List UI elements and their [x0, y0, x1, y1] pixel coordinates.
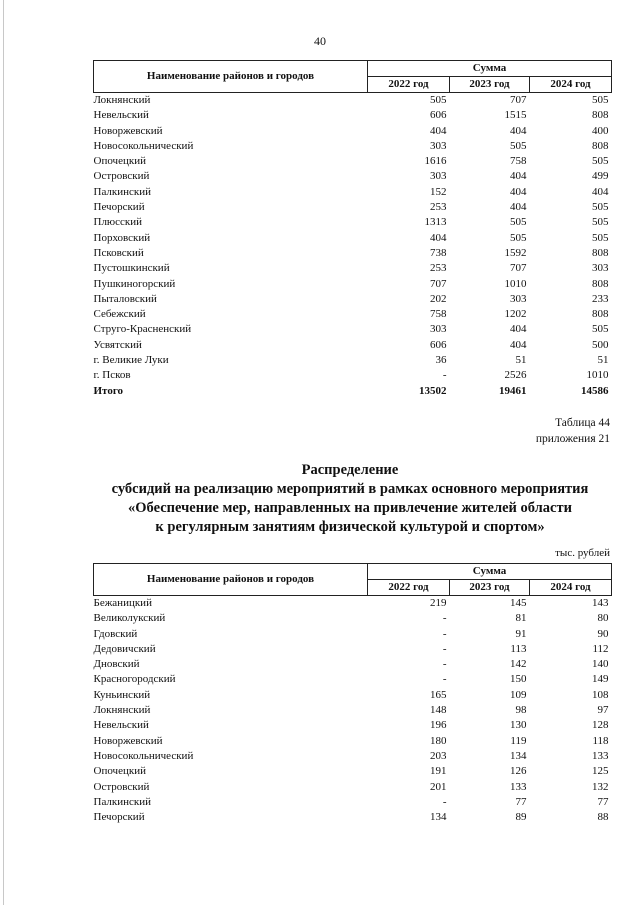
district-name-cell: Великолукский: [93, 612, 166, 625]
table-row: [94, 764, 612, 779]
page-edge-line: [3, 0, 4, 905]
amount-cell: 303: [592, 262, 609, 275]
district-name-cell: Островский: [93, 170, 150, 183]
total-amount-cell: 13502: [419, 384, 447, 397]
district-name-cell: Палкинский: [93, 185, 152, 198]
amount-cell: -: [442, 612, 447, 625]
amount-cell: 165: [430, 688, 447, 701]
table-row: [94, 611, 612, 626]
table-row: [94, 93, 612, 109]
amount-cell: 196: [430, 719, 447, 732]
table-row: [94, 795, 612, 810]
page-number: 40: [314, 34, 326, 48]
table-row: [94, 215, 612, 230]
table-row: [94, 139, 612, 154]
district-name-cell: Бежаницкий: [93, 597, 152, 609]
table-row: [94, 277, 612, 292]
district-name-cell: Красногородский: [93, 673, 176, 686]
amount-cell: -: [442, 642, 447, 655]
amount-cell: 505: [592, 201, 609, 214]
amount-cell: -: [442, 627, 447, 640]
table-row: [94, 734, 612, 749]
amount-cell: 404: [430, 231, 447, 244]
district-name-cell: Новоржевский: [93, 124, 163, 137]
table-row: [94, 261, 612, 276]
amount-cell: 1515: [504, 109, 527, 122]
amount-cell: 404: [430, 124, 447, 137]
total-amount-cell: 19461: [499, 384, 527, 397]
table-row: [94, 596, 612, 612]
amount-cell: 140: [592, 658, 609, 671]
district-name-cell: Локнянский: [93, 94, 151, 106]
amount-cell: -: [442, 369, 447, 382]
amount-cell: 88: [597, 811, 609, 824]
amount-cell: 505: [510, 139, 527, 152]
district-name-cell: г. Псков: [93, 369, 131, 382]
amount-cell: 201: [430, 780, 447, 793]
amount-cell: 77: [597, 795, 609, 808]
table-row: [94, 231, 612, 246]
table-row: [94, 185, 612, 200]
district-name-cell: Локнянский: [93, 704, 151, 717]
amount-cell: 1616: [424, 155, 447, 168]
table-row: [94, 657, 612, 672]
district-name-cell: Палкинский: [93, 795, 152, 808]
amount-cell: 51: [597, 354, 609, 367]
amount-cell: 133: [510, 780, 527, 793]
amount-cell: 707: [510, 262, 527, 275]
district-name-cell: Пушкиногорский: [93, 277, 176, 290]
amount-cell: 404: [592, 185, 609, 198]
district-name-cell: Куньинский: [93, 688, 151, 701]
table-row: [94, 353, 612, 368]
amount-cell: 707: [430, 277, 447, 290]
district-name-cell: Псковский: [93, 246, 144, 259]
amount-cell: 505: [592, 323, 609, 336]
section-title-line2: субсидий на реализацию мероприятий в рамках основного мероприятия: [111, 481, 589, 497]
district-name-cell: Усвятский: [93, 338, 142, 351]
amount-cell: 1592: [504, 246, 527, 259]
amount-cell: 505: [592, 231, 609, 244]
district-name-cell: Островский: [93, 780, 150, 793]
district-name-cell: Дедовичский: [93, 642, 156, 655]
column-header-sum: Сумма: [368, 564, 612, 580]
amount-cell: 758: [430, 308, 447, 321]
amount-cell: 2526: [504, 369, 527, 382]
total-amount-cell: 14586: [581, 384, 609, 397]
district-name-cell: г. Великие Луки: [93, 354, 169, 367]
amount-cell: -: [442, 673, 447, 686]
table-row: [94, 627, 612, 642]
column-header-sum: Сумма: [368, 61, 612, 77]
amount-cell: 808: [592, 139, 609, 152]
district-name-cell: Опочецкий: [93, 765, 146, 778]
amount-cell: 128: [592, 719, 609, 732]
amount-cell: 149: [592, 673, 609, 686]
amount-cell: 505: [510, 231, 527, 244]
amount-cell: 404: [510, 201, 527, 214]
amount-cell: 404: [510, 170, 527, 183]
column-header-2024: 2024 год: [530, 77, 612, 93]
amount-cell: 303: [430, 139, 447, 152]
column-header-2022: 2022 год: [368, 77, 450, 93]
amount-cell: 143: [592, 597, 609, 609]
amount-cell: 132: [592, 780, 609, 793]
table-row: [94, 246, 612, 261]
amount-cell: 180: [430, 734, 447, 747]
table-row: [94, 642, 612, 657]
amount-cell: 808: [592, 277, 609, 290]
district-name-cell: Невельский: [93, 109, 149, 122]
amount-cell: 148: [430, 704, 447, 717]
table-row: [94, 154, 612, 169]
amount-cell: 606: [430, 338, 447, 351]
amount-cell: 51: [515, 354, 527, 367]
section-title-line3: «Обеспечение мер, направленных на привлечение жителей области: [128, 500, 572, 516]
amount-cell: 97: [597, 704, 609, 717]
amount-cell: 89: [515, 811, 527, 824]
amount-cell: -: [442, 795, 447, 808]
amount-cell: 253: [430, 262, 447, 275]
total-row: [94, 384, 612, 399]
amount-cell: 142: [510, 658, 527, 671]
district-name-cell: Новосокольнический: [93, 139, 194, 152]
district-name-cell: Пустошкинский: [93, 262, 170, 275]
table-row: [94, 169, 612, 184]
amount-cell: 1010: [504, 277, 527, 290]
table-row: [94, 718, 612, 733]
amount-cell: 80: [597, 612, 609, 625]
amount-cell: 707: [510, 94, 527, 106]
amount-cell: 203: [430, 749, 447, 762]
table-row: [94, 703, 612, 718]
amount-cell: 133: [592, 749, 609, 762]
amount-cell: 233: [592, 292, 609, 305]
amount-cell: 404: [510, 124, 527, 137]
amount-cell: 738: [430, 246, 447, 259]
table-district-amounts-2: [93, 563, 612, 825]
amount-cell: 253: [430, 201, 447, 214]
units-label: тыс. рублей: [555, 547, 610, 559]
district-name-cell: Себежский: [93, 308, 146, 321]
amount-cell: -: [442, 658, 447, 671]
district-name-cell: Порховский: [93, 231, 151, 244]
amount-cell: 118: [592, 734, 609, 747]
amount-cell: 150: [510, 673, 527, 686]
district-name-cell: Печорский: [93, 201, 145, 214]
district-name-cell: Пыталовский: [93, 292, 157, 305]
section-title-line1: Распределение: [301, 462, 399, 478]
amount-cell: 36: [435, 354, 447, 367]
table-row: [94, 338, 612, 353]
column-header-2024: 2024 год: [530, 580, 612, 596]
amount-cell: 191: [430, 765, 447, 778]
amount-cell: 1202: [504, 308, 527, 321]
amount-cell: 108: [592, 688, 609, 701]
amount-cell: 134: [430, 811, 447, 824]
district-name-cell: Дновский: [93, 658, 140, 671]
amount-cell: 808: [592, 246, 609, 259]
table-row: [94, 688, 612, 703]
table-row: [94, 108, 612, 123]
amount-cell: 112: [592, 642, 609, 655]
amount-cell: 499: [592, 170, 609, 183]
table-row: [94, 672, 612, 687]
table-row: [94, 307, 612, 322]
amount-cell: 404: [510, 185, 527, 198]
column-header-name: Наименование районов и городов: [94, 61, 368, 93]
table-district-amounts-1: [93, 60, 612, 399]
amount-cell: 505: [592, 216, 609, 229]
table-row: [94, 780, 612, 795]
amount-cell: 125: [592, 765, 609, 778]
column-header-name: Наименование районов и городов: [94, 564, 368, 596]
district-name-cell: Новоржевский: [93, 734, 163, 747]
amount-cell: 152: [430, 185, 447, 198]
amount-cell: 145: [510, 597, 527, 609]
amount-cell: 130: [510, 719, 527, 732]
district-name-cell: Невельский: [93, 719, 149, 732]
table-row: [94, 124, 612, 139]
column-header-2023: 2023 год: [450, 77, 530, 93]
amount-cell: 202: [430, 292, 447, 305]
amount-cell: 81: [515, 612, 527, 625]
column-header-2023: 2023 год: [450, 580, 530, 596]
amount-cell: 134: [510, 749, 527, 762]
appendix-note: приложения 21: [535, 433, 610, 445]
amount-cell: 98: [515, 704, 527, 717]
district-name-cell: Новосокольнический: [93, 749, 194, 762]
amount-cell: 505: [510, 216, 527, 229]
amount-cell: 808: [592, 109, 609, 122]
district-name-cell: Гдовский: [93, 627, 138, 640]
amount-cell: 758: [510, 155, 527, 168]
amount-cell: 404: [510, 323, 527, 336]
amount-cell: 77: [515, 795, 527, 808]
amount-cell: 91: [515, 627, 527, 640]
amount-cell: 404: [510, 338, 527, 351]
table-row: [94, 810, 612, 825]
amount-cell: 505: [592, 94, 609, 106]
amount-cell: 505: [592, 155, 609, 168]
amount-cell: 505: [430, 94, 447, 106]
amount-cell: 400: [592, 124, 609, 137]
amount-cell: 119: [510, 734, 527, 747]
amount-cell: 303: [510, 292, 527, 305]
amount-cell: 219: [430, 597, 447, 609]
amount-cell: 1313: [424, 216, 447, 229]
amount-cell: 303: [430, 170, 447, 183]
amount-cell: 1010: [586, 369, 609, 382]
district-name-cell: Опочецкий: [93, 155, 146, 168]
district-name-cell: Струго-Красненский: [93, 323, 192, 336]
amount-cell: 90: [597, 627, 609, 640]
table-number-note: Таблица 44: [555, 417, 610, 429]
amount-cell: 500: [592, 338, 609, 351]
column-header-2022: 2022 год: [368, 580, 450, 596]
total-label: Итого: [93, 384, 124, 397]
district-name-cell: Печорский: [93, 811, 145, 824]
table-row: [94, 749, 612, 764]
table-row: [94, 200, 612, 215]
table-row: [94, 292, 612, 307]
table-row: [94, 322, 612, 337]
amount-cell: 109: [510, 688, 527, 701]
amount-cell: 113: [510, 642, 527, 655]
table-row: [94, 368, 612, 383]
section-title-line4: к регулярным занятиям физической культурой и спортом»: [155, 519, 545, 535]
amount-cell: 606: [430, 109, 447, 122]
district-name-cell: Плюсский: [93, 216, 143, 229]
amount-cell: 126: [510, 765, 527, 778]
amount-cell: 808: [592, 308, 609, 321]
amount-cell: 303: [430, 323, 447, 336]
